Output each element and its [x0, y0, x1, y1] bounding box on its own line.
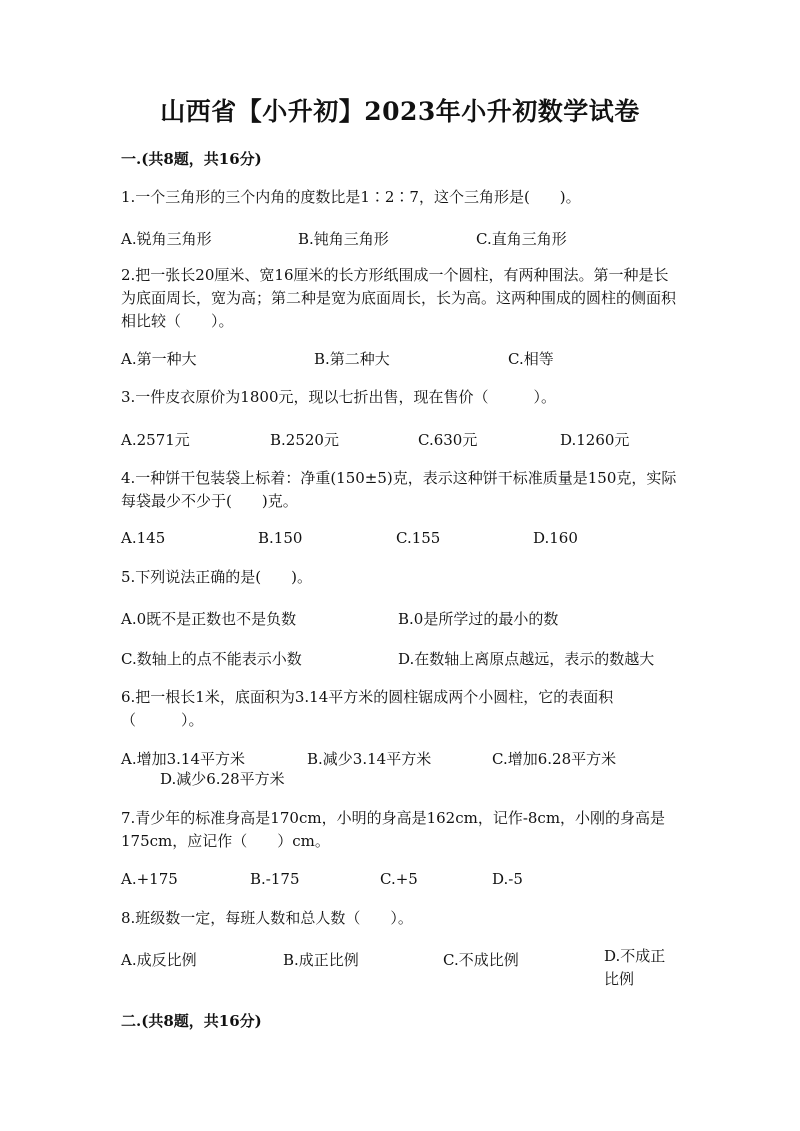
question-1-text: 1.一个三角形的三个内角的度数比是1∶2∶7，这个三角形是( )。: [121, 188, 581, 206]
question-2-option-b: B.第二种大: [314, 350, 390, 368]
question-5-option-d: D.在数轴上离原点越远，表示的数越大: [398, 650, 655, 668]
question-3-text: 3.一件皮衣原价为1800元，现以七折出售，现在售价（ ）。: [121, 388, 556, 406]
question-1-option-b: B.钝角三角形: [298, 230, 389, 248]
question-8-text: 8.班级数一定，每班人数和总人数（ ）。: [121, 909, 413, 927]
question-6-text: 6.把一根长1米，底面积为3.14平方米的圆柱锯成两个小圆柱，它的表面积（ ）。: [121, 688, 614, 729]
section-1-heading: 一.(共8题，共16分): [121, 150, 262, 168]
question-4-option-c: C.155: [396, 529, 441, 547]
question-7-option-b: B.-175: [250, 870, 300, 888]
question-8-option-b: B.成正比例: [283, 951, 359, 969]
question-3-option-b: B.2520元: [270, 431, 339, 449]
question-4-text: 4.一种饼干包装袋上标着：净重(150±5)克，表示这种饼干标准质量是150克，实际每袋最少不少于( )克。: [121, 469, 677, 510]
question-1-option-a: A.锐角三角形: [121, 230, 212, 248]
question-8-option-c: C.不成比例: [443, 951, 519, 969]
question-6-option-c: C.增加6.28平方米: [492, 750, 617, 768]
question-8-option-a: A.成反比例: [121, 951, 197, 969]
question-5-text: 5.下列说法正确的是( )。: [121, 568, 313, 586]
question-4-option-d: D.160: [533, 529, 578, 547]
question-4-option-a: A.145: [121, 529, 166, 547]
question-2-option-a: A.第一种大: [121, 350, 197, 368]
section-2-heading: 二.(共8题，共16分): [121, 1012, 262, 1030]
exam-title: 山西省【小升初】2023年小升初数学试卷: [160, 97, 640, 126]
question-2-option-c: C.相等: [508, 350, 554, 368]
question-5-option-b: B.0是所学过的最小的数: [398, 610, 559, 628]
question-4-option-b: B.150: [258, 529, 303, 547]
question-3-option-d: D.1260元: [560, 431, 630, 449]
question-3-option-a: A.2571元: [121, 431, 190, 449]
question-1-option-c: C.直角三角形: [476, 230, 567, 248]
question-5-option-a: A.0既不是正数也不是负数: [121, 610, 297, 628]
question-7-option-d: D.-5: [492, 870, 523, 888]
question-6-option-a: A.增加3.14平方米: [121, 750, 245, 768]
question-8-option-d: D.不成正比例: [604, 947, 666, 988]
question-6-option-d: D.减少6.28平方米: [160, 770, 285, 788]
question-3-option-c: C.630元: [418, 431, 478, 449]
question-7-option-a: A.+175: [121, 870, 178, 888]
question-2-text: 2.把一张长20厘米、宽16厘米的长方形纸围成一个圆柱，有两种围法。第一种是长为底面周长，宽为高；第二种是宽为底面周长，长为高。这两种围成的圆柱的侧面积相比较（ ）。: [121, 266, 677, 330]
question-7-text: 7.青少年的标准身高是170cm，小明的身高是162cm，记作-8cm，小刚的身高是175cm，应记作（ ）cm。: [121, 809, 666, 850]
question-5-option-c: C.数轴上的点不能表示小数: [121, 650, 302, 668]
question-7-option-c: C.+5: [380, 870, 418, 888]
question-6-option-b: B.减少3.14平方米: [307, 750, 432, 768]
